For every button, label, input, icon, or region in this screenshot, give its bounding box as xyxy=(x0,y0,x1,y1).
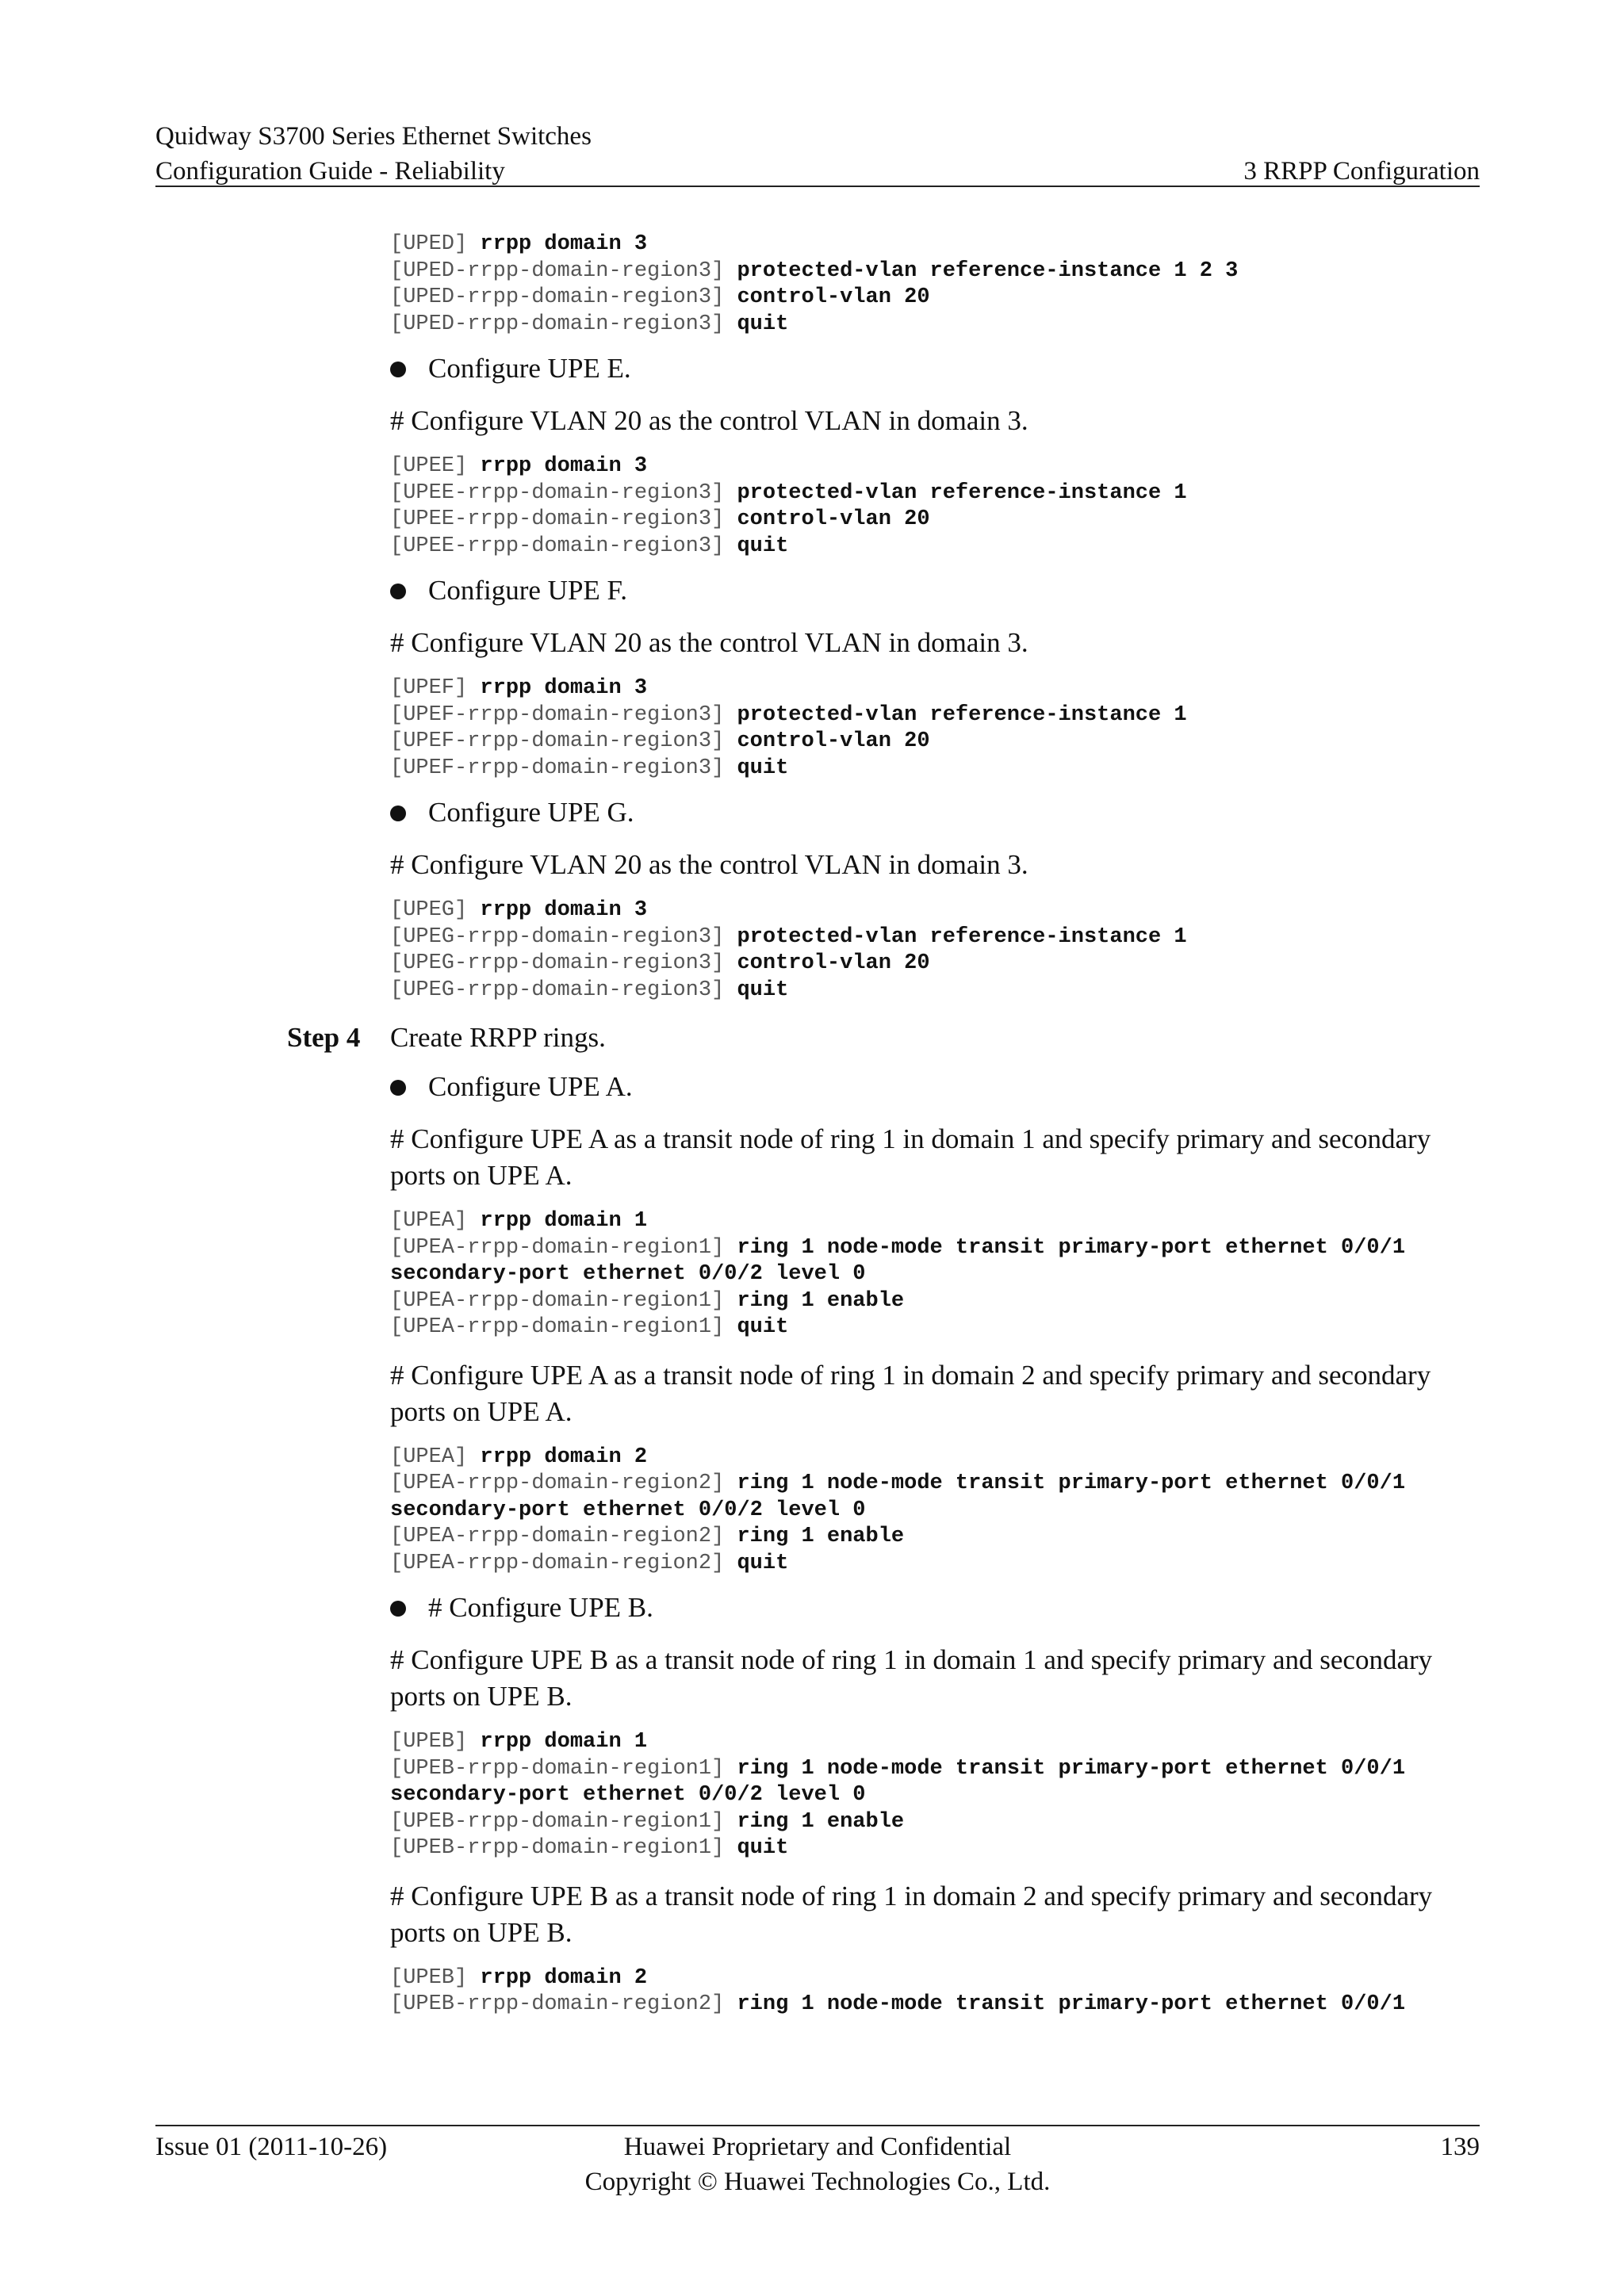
code-line xyxy=(390,951,1624,978)
code-line xyxy=(390,756,1624,783)
issue-date: Issue 01 (2011-10-26) xyxy=(155,2133,388,2161)
code-line xyxy=(390,978,1624,1004)
cli-prompt: [UPEB-rrpp-domain-region1] xyxy=(390,1809,737,1834)
code-block xyxy=(390,453,1624,560)
instruction-paragraph: # Configure UPE B as a transit node of ring 1 in domain 1 and specify primary and secondary ports on UPE B. xyxy=(390,1644,1433,1712)
code-block xyxy=(390,1445,1624,1578)
cli-command: secondary-port ethernet 0/0/2 level 0 xyxy=(390,1498,866,1522)
instruction-paragraph: # Configure VLAN 20 as the control VLAN in domain 3. xyxy=(390,849,1028,880)
code-line xyxy=(390,1445,1624,1471)
header-row xyxy=(155,154,1480,189)
cli-prompt: [UPEF-rrpp-domain-region3] xyxy=(390,702,737,727)
cli-prompt: [UPEA] xyxy=(390,1209,481,1233)
code-line xyxy=(390,1498,1624,1525)
cli-command: quit xyxy=(737,978,789,1002)
code-line xyxy=(390,1288,1624,1315)
instruction-paragraph: # Configure VLAN 20 as the control VLAN in domain 3. xyxy=(390,627,1028,658)
cli-command: rrpp domain 3 xyxy=(480,454,648,478)
cli-command: quit xyxy=(737,1551,789,1575)
code-line xyxy=(390,480,1624,507)
code-line xyxy=(390,1965,1624,1992)
cli-prompt: [UPEA-rrpp-domain-region1] xyxy=(390,1288,737,1313)
cli-prompt: [UPEG-rrpp-domain-region3] xyxy=(390,924,737,949)
cli-prompt: [UPEG-rrpp-domain-region3] xyxy=(390,951,737,975)
code-line xyxy=(390,1235,1624,1262)
cli-command: rrpp domain 3 xyxy=(480,898,648,922)
bullet-item: # Configure UPE B. xyxy=(428,1590,1624,1626)
cli-prompt: [UPED-rrpp-domain-region3] xyxy=(390,285,737,309)
code-line xyxy=(390,729,1624,756)
cli-prompt: [UPEG] xyxy=(390,898,481,922)
cli-prompt: [UPED-rrpp-domain-region3] xyxy=(390,258,737,283)
cli-prompt: [UPEB-rrpp-domain-region1] xyxy=(390,1756,737,1781)
step-text: Create RRPP rings. xyxy=(390,1022,606,1053)
cli-prompt: [UPEB-rrpp-domain-region2] xyxy=(390,1992,737,2016)
cli-command: quit xyxy=(737,1836,789,1860)
code-block xyxy=(390,1729,1624,1862)
cli-prompt: [UPEB-rrpp-domain-region1] xyxy=(390,1836,737,1860)
cli-command: control-vlan 20 xyxy=(737,507,930,531)
code-block xyxy=(390,1965,1624,2019)
code-line xyxy=(390,1782,1624,1809)
code-line xyxy=(390,1261,1624,1288)
code-block xyxy=(390,232,1624,338)
document-title: Quidway S3700 Series Ethernet Switches xyxy=(155,122,592,151)
cli-command: ring 1 node-mode transit primary-port ethernet 0/0/1 xyxy=(737,1756,1406,1781)
code-line xyxy=(390,1992,1624,2019)
cli-command: secondary-port ethernet 0/0/2 level 0 xyxy=(390,1783,866,1807)
code-line xyxy=(390,232,1624,258)
cli-command: quit xyxy=(737,1315,789,1339)
page-number: 139 xyxy=(1440,2133,1480,2161)
confidentiality-notice: Huawei Proprietary and Confidential xyxy=(623,2133,1012,2161)
code-line xyxy=(390,1471,1624,1498)
cli-command: quit xyxy=(737,534,789,558)
cli-prompt: [UPEA-rrpp-domain-region2] xyxy=(390,1525,737,1548)
copyright-notice: Copyright © Huawei Technologies Co., Ltd. xyxy=(584,2168,1051,2196)
bullet-item: Configure UPE F. xyxy=(428,572,1624,609)
code-line xyxy=(390,258,1624,285)
cli-prompt: [UPEE-rrpp-domain-region3] xyxy=(390,480,737,505)
cli-command: secondary-port ethernet 0/0/2 level 0 xyxy=(390,1262,866,1286)
code-line xyxy=(390,285,1624,312)
code-line xyxy=(390,312,1624,339)
cli-prompt: [UPEE-rrpp-domain-region3] xyxy=(390,507,737,531)
code-block xyxy=(390,675,1624,782)
code-line xyxy=(390,1551,1624,1578)
cli-command: rrpp domain 1 xyxy=(480,1730,648,1754)
cli-command: protected-vlan reference-instance 1 xyxy=(737,702,1187,727)
code-line xyxy=(390,924,1624,951)
code-block xyxy=(390,897,1624,1004)
footer-divider xyxy=(155,2125,1480,2126)
cli-command: ring 1 node-mode transit primary-port ethernet 0/0/1 xyxy=(737,1471,1406,1495)
cli-prompt: [UPED] xyxy=(390,232,481,256)
cli-prompt: [UPEF-rrpp-domain-region3] xyxy=(390,729,737,753)
cli-prompt: [UPEA-rrpp-domain-region2] xyxy=(390,1471,737,1495)
code-line xyxy=(390,507,1624,534)
cli-prompt: [UPED-rrpp-domain-region3] xyxy=(390,312,737,336)
code-line xyxy=(390,897,1624,924)
cli-prompt: [UPEA-rrpp-domain-region1] xyxy=(390,1235,737,1260)
cli-command: ring 1 enable xyxy=(737,1288,905,1313)
header-divider xyxy=(155,186,1480,187)
cli-command: quit xyxy=(737,312,789,336)
bullet-item: Configure UPE E. xyxy=(428,350,1624,387)
code-line xyxy=(390,1524,1624,1551)
bullet-item: Configure UPE G. xyxy=(428,794,1624,831)
cli-command: control-vlan 20 xyxy=(737,951,930,975)
cli-command: rrpp domain 2 xyxy=(480,1965,648,1990)
code-line xyxy=(390,534,1624,561)
code-line xyxy=(390,1809,1624,1836)
instruction-paragraph: # Configure UPE A as a transit node of ring 1 in domain 2 and specify primary and secondary ports on UPE A. xyxy=(390,1359,1431,1427)
cli-command: rrpp domain 3 xyxy=(480,676,648,700)
cli-command: protected-vlan reference-instance 1 2 3 xyxy=(737,258,1239,283)
cli-command: ring 1 node-mode transit primary-port ethernet 0/0/1 xyxy=(737,1992,1406,2016)
cli-command: ring 1 enable xyxy=(737,1809,905,1834)
cli-prompt: [UPEG-rrpp-domain-region3] xyxy=(390,978,737,1002)
cli-command: ring 1 enable xyxy=(737,1525,905,1548)
footer-center xyxy=(155,2130,1480,2199)
code-line xyxy=(390,1314,1624,1341)
cli-prompt: [UPEE] xyxy=(390,454,481,478)
cli-command: ring 1 node-mode transit primary-port ethernet 0/0/1 xyxy=(737,1235,1406,1260)
cli-command: rrpp domain 1 xyxy=(480,1209,648,1233)
code-line xyxy=(390,1208,1624,1235)
step-heading xyxy=(287,1020,1624,1056)
code-line xyxy=(390,1835,1624,1862)
chapter-title: 3 RRPP Configuration xyxy=(1243,157,1480,186)
cli-command: protected-vlan reference-instance 1 xyxy=(737,480,1187,505)
cli-command: rrpp domain 2 xyxy=(480,1445,648,1469)
page-content xyxy=(0,232,1624,2019)
cli-prompt: [UPEA] xyxy=(390,1445,481,1469)
cli-command: control-vlan 20 xyxy=(737,729,930,753)
cli-prompt: [UPEB] xyxy=(390,1965,481,1990)
step-label: Step 4 xyxy=(287,1022,361,1053)
cli-prompt: [UPEF] xyxy=(390,676,481,700)
cli-command: control-vlan 20 xyxy=(737,285,930,309)
instruction-paragraph: # Configure UPE B as a transit node of ring 1 in domain 2 and specify primary and secondary ports on UPE B. xyxy=(390,1880,1433,1948)
code-line xyxy=(390,675,1624,702)
code-line xyxy=(390,1729,1624,1756)
instruction-paragraph: # Configure VLAN 20 as the control VLAN in domain 3. xyxy=(390,405,1028,436)
cli-command: protected-vlan reference-instance 1 xyxy=(737,924,1187,949)
instruction-paragraph: # Configure UPE A as a transit node of ring 1 in domain 1 and specify primary and secondary ports on UPE A. xyxy=(390,1123,1431,1191)
code-line xyxy=(390,453,1624,480)
cli-prompt: [UPEA-rrpp-domain-region1] xyxy=(390,1315,737,1339)
cli-prompt: [UPEF-rrpp-domain-region3] xyxy=(390,756,737,780)
cli-prompt: [UPEB] xyxy=(390,1730,481,1754)
cli-command: rrpp domain 3 xyxy=(480,232,648,256)
code-block xyxy=(390,1208,1624,1341)
page-header xyxy=(155,119,1480,189)
code-line xyxy=(390,702,1624,729)
bullet-item: Configure UPE A. xyxy=(428,1069,1624,1105)
cli-prompt: [UPEE-rrpp-domain-region3] xyxy=(390,534,737,558)
code-line xyxy=(390,1756,1624,1783)
cli-command: quit xyxy=(737,756,789,780)
guide-title: Configuration Guide - Reliability xyxy=(155,157,505,186)
cli-prompt: [UPEA-rrpp-domain-region2] xyxy=(390,1551,737,1575)
